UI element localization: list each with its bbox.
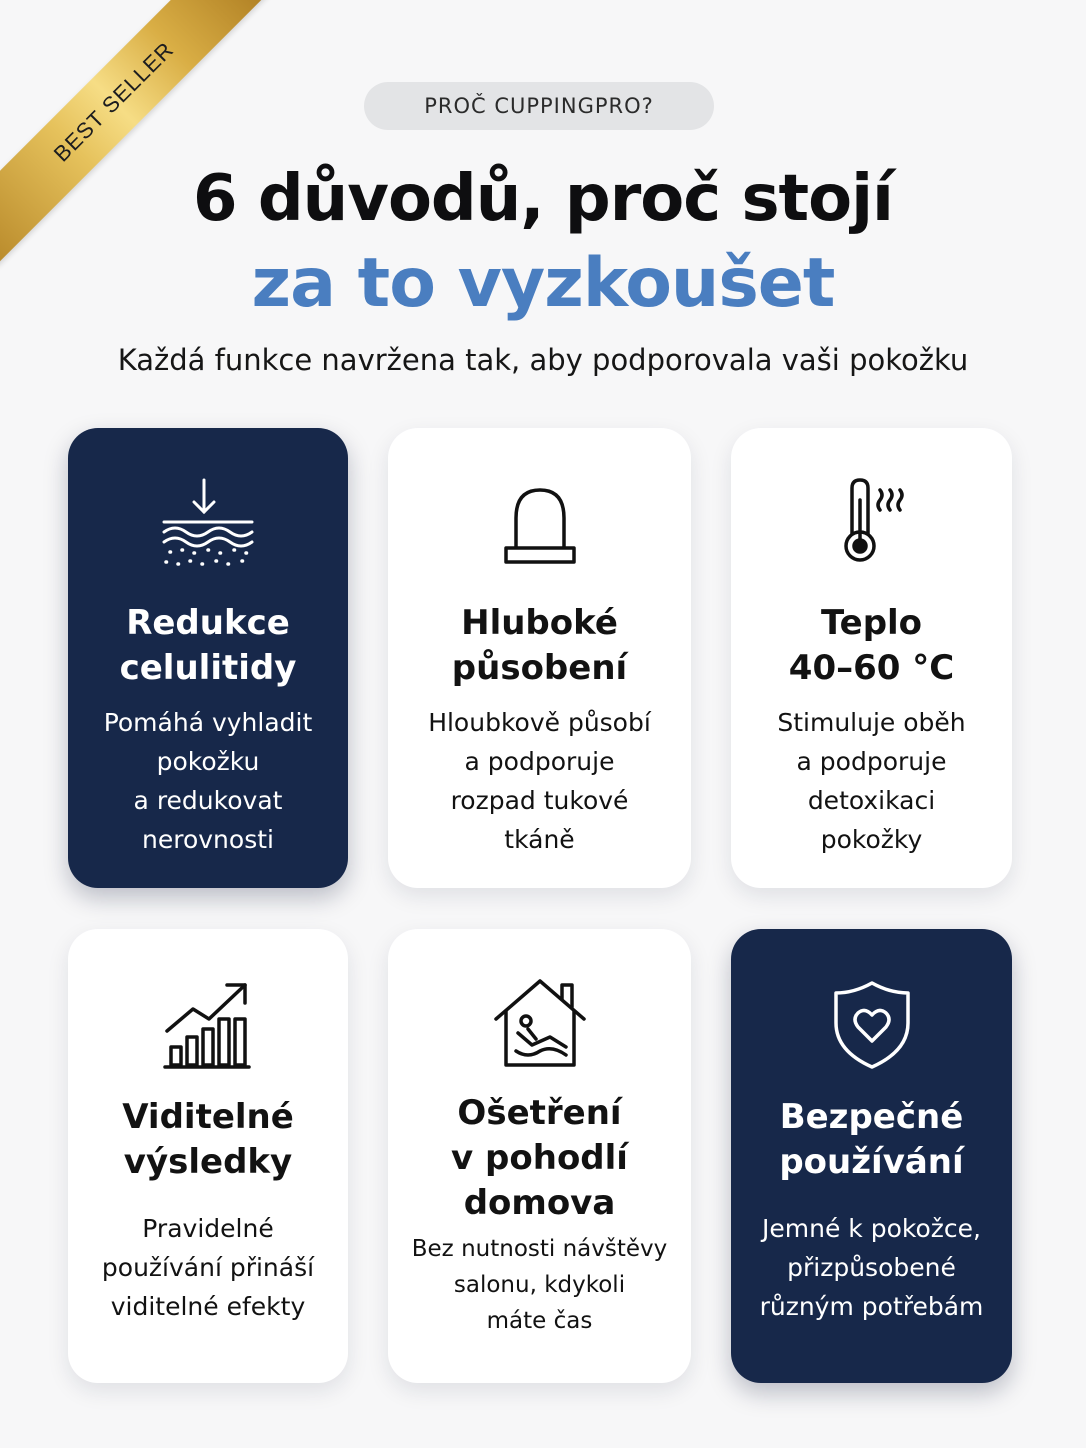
card-title: Viditelné výsledky <box>122 1097 294 1182</box>
card-description: Hloubkově působí a podporuje rozpad tukové tkáně <box>428 708 651 854</box>
thermometer-icon <box>731 476 1012 564</box>
page-title-line-2: za to vyzkoušet <box>251 244 835 323</box>
page-title-line-1: 6 důvodů, proč stojí <box>193 162 893 236</box>
feature-card-visible-results <box>68 929 348 1383</box>
card-title: Ošetření v pohodlí domova <box>451 1093 628 1223</box>
feature-card-heat <box>731 428 1012 888</box>
feature-card-cellulite <box>68 428 348 888</box>
card-description: Pomáhá vyhladit pokožku a redukovat nerovnosti <box>103 708 313 854</box>
feature-card-safe-use <box>731 929 1012 1383</box>
cup-icon <box>388 484 691 568</box>
feature-card-deep-action <box>388 428 691 888</box>
card-title: Bezpečné používání <box>779 1097 964 1182</box>
page-subtitle: Každá funkce navržena tak, aby podporovala vaši pokožku <box>117 343 969 377</box>
card-title: Hluboké působení <box>451 603 628 688</box>
growth-chart-icon <box>68 979 348 1071</box>
card-description: Bez nutnosti návštěvy salonu, kdykoli máte čas <box>411 1236 668 1334</box>
card-description: Stimuluje oběh a podporuje detoxikaci pokožky <box>777 708 966 854</box>
shield-heart-icon <box>731 979 1012 1071</box>
section-pill: PROČ CUPPINGPRO? <box>364 82 714 130</box>
skin-layers-icon <box>68 476 348 572</box>
feature-card-home-treatment <box>388 929 691 1383</box>
ribbon-label: BEST SELLER <box>48 36 179 167</box>
card-description: Jemné k pokožce, přizpůsobené různým potřebám <box>759 1214 984 1321</box>
card-title: Redukce celulitidy <box>119 603 297 688</box>
card-title: Teplo 40–60 °C <box>788 603 955 688</box>
home-relax-icon <box>388 975 691 1071</box>
card-description: Pravidelné používání přináší viditelné efekty <box>101 1214 315 1321</box>
